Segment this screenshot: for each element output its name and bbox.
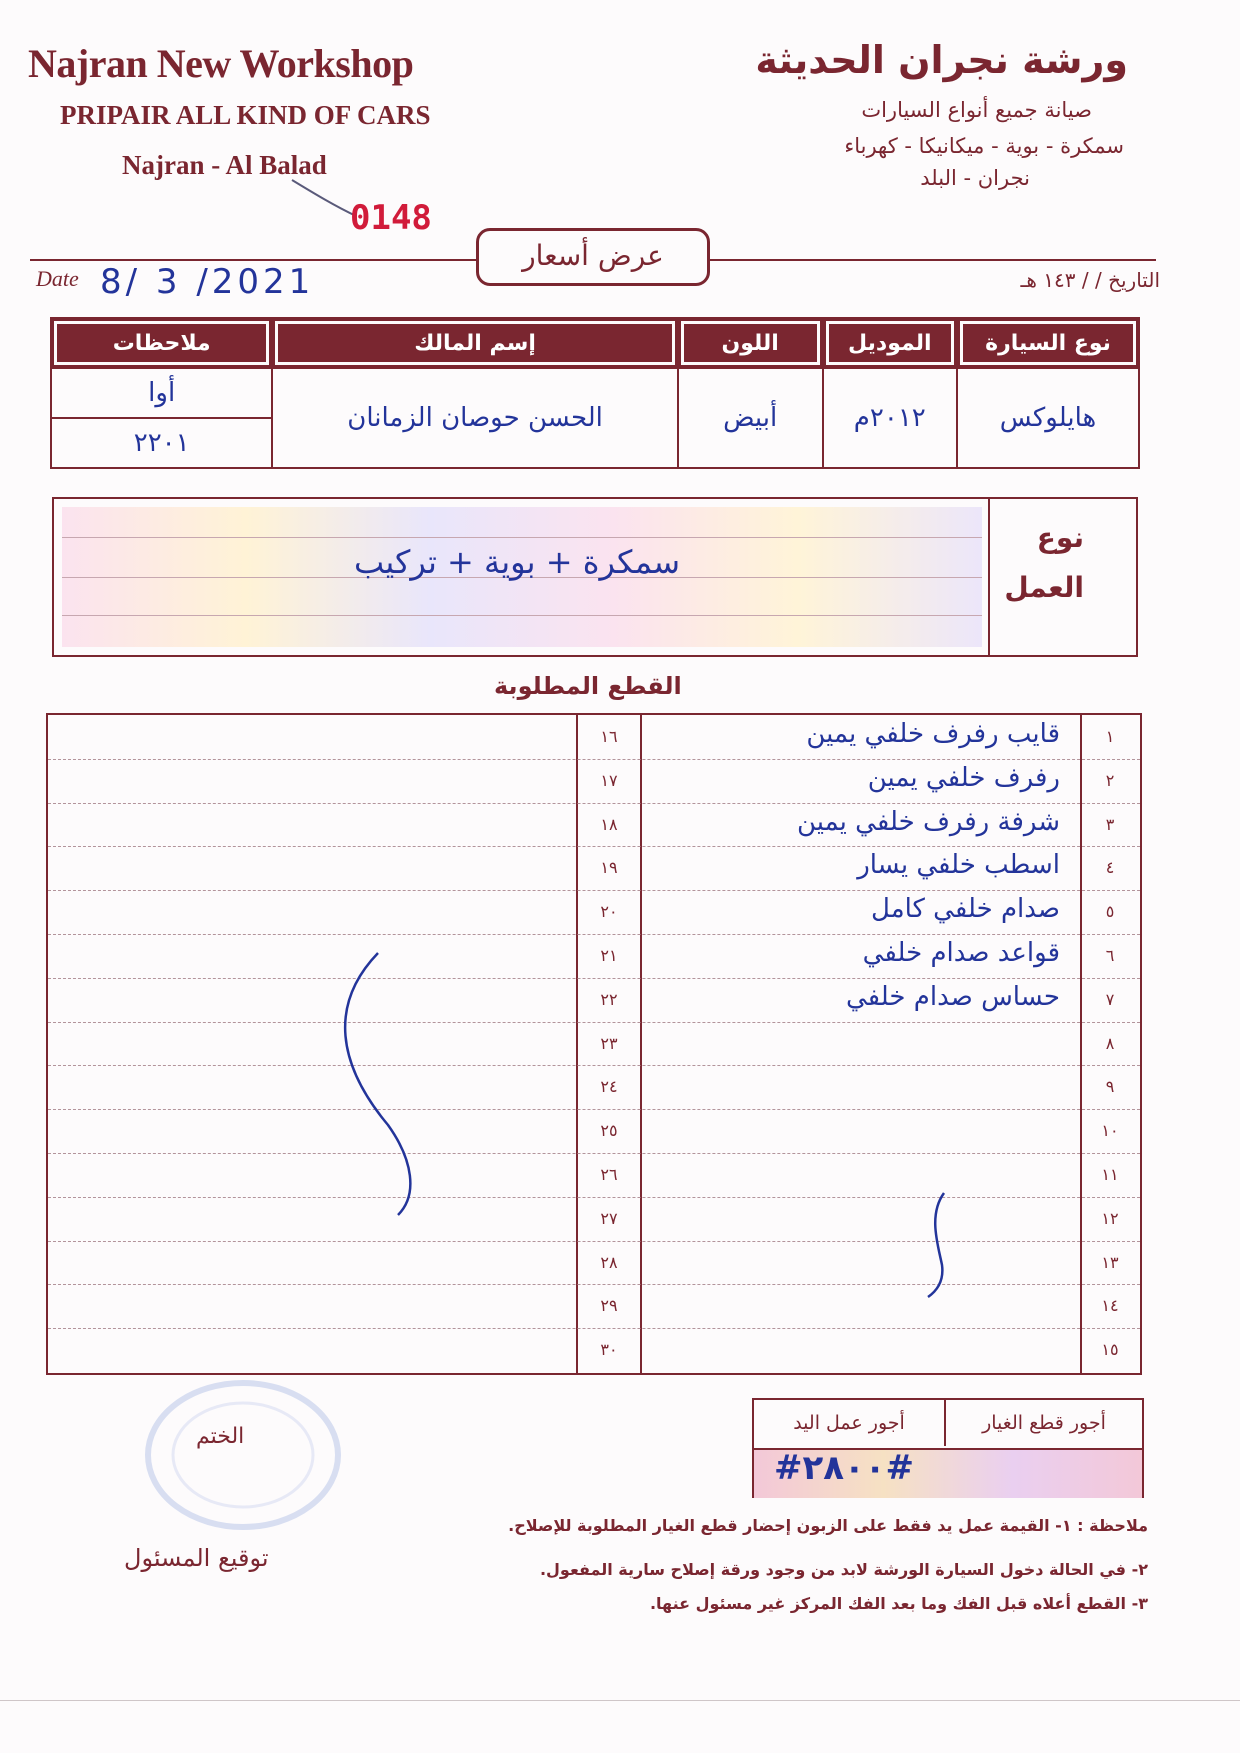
document-type-badge: عرض أسعار (476, 228, 710, 286)
workshop-location-ar: نجران - البلد (920, 166, 1030, 190)
parts-row-number: ١١ (1101, 1165, 1119, 1184)
parts-row-number: ٢ (1105, 770, 1115, 790)
workshop-tagline-ar: صيانة جميع أنواع السيارات (861, 98, 1092, 122)
workshop-name-ar: ورشة نجران الحديثة (755, 38, 1128, 82)
parts-row-number: ٢٢ (600, 989, 618, 1009)
part-item: رفرف خلفي يمين (867, 762, 1060, 793)
info-values-row (51, 368, 1139, 418)
parts-row-line (48, 1022, 1140, 1024)
workshop-services-ar: سمكرة - بوية - ميكانيكا - كهرباء (844, 134, 1124, 158)
vehicle-info-table (50, 317, 1140, 469)
workshop-tagline-en: PRIPAIR ALL KIND OF CARS (60, 100, 431, 130)
parts-row-line (48, 1328, 1140, 1330)
work-type-value: سمكرة + بوية + تركيب (354, 543, 681, 581)
parts-row-line (48, 1197, 1140, 1199)
parts-title: القطع المطلوبة (494, 672, 682, 700)
parts-row-line (48, 1153, 1140, 1155)
parts-row-number: ٢٥ (600, 1121, 618, 1141)
parts-row-number: ٤ (1105, 858, 1115, 878)
parts-row-number: ١٥ (1101, 1340, 1119, 1360)
parts-row-line (48, 803, 1140, 805)
parts-row-line (48, 759, 1140, 761)
parts-row-number: ٦ (1105, 946, 1115, 965)
parts-row-line (48, 934, 1140, 936)
model-value: ٢٠١٢م (823, 368, 957, 468)
notes-value: أوا (51, 368, 272, 418)
parts-row-line (48, 1109, 1140, 1111)
serial-number: 0148 (350, 198, 432, 238)
fees-box (752, 1398, 1144, 1498)
parts-row-number: ١٤ (1101, 1296, 1119, 1316)
work-line (62, 537, 982, 538)
footer-note-2: ٢- في الحالة دخول السيارة الورشة لابد من وجود ورقة إصلاح سارية المفعول. (539, 1560, 1148, 1579)
parts-row-number: ٢٦ (600, 1165, 618, 1184)
parts-row-number: ٢٠ (600, 902, 618, 922)
parts-col-divider (640, 715, 642, 1373)
work-type-label-2: العمل (1004, 571, 1084, 604)
parts-row-number: ٢٧ (600, 1208, 618, 1228)
info-header-row (51, 318, 1139, 368)
header-owner-name: إسم المالك (272, 318, 677, 368)
page-bottom-rule (0, 1700, 1240, 1701)
parts-row-line (48, 890, 1140, 892)
parts-row-number: ٢٣ (600, 1033, 618, 1053)
parts-row-number: ١٧ (600, 770, 618, 790)
parts-row-line (48, 1241, 1140, 1243)
workshop-name-en: Najran New Workshop (28, 41, 414, 86)
part-item: شرفة رفرف خلفي يمين (797, 806, 1060, 837)
part-item: حساس صدام خلفي (845, 981, 1060, 1012)
part-item: صدام خلفي كامل (871, 894, 1060, 925)
header-car-type: نوع السيارة (957, 318, 1139, 368)
parts-row-number: ١٩ (600, 858, 618, 878)
workshop-location-en: Najran - Al Balad (122, 150, 327, 180)
work-type-box (52, 497, 1138, 657)
parts-row-number: ٧ (1105, 989, 1115, 1009)
parts-row-number: ٣٠ (600, 1340, 618, 1360)
strike-through-mark (318, 945, 438, 1225)
parts-row-number: ١٠ (1101, 1121, 1119, 1141)
parts-row-number: ٨ (1105, 1033, 1115, 1053)
parts-row-number: ٢٩ (600, 1296, 618, 1316)
parts-fee-label: أجور قطع الغيار (944, 1400, 1142, 1446)
owner-name-value: الحسن حوصان الزمانان (272, 368, 677, 468)
header-color: اللون (678, 318, 823, 368)
parts-row-number: ٩ (1105, 1077, 1115, 1097)
footer-note-3: ٣- القطع أعلاه قبل الفك وما بعد الفك المركز غير مسئول عنها. (649, 1594, 1148, 1613)
labor-fee-label: أجور عمل اليد (793, 1412, 905, 1434)
parts-row-line (48, 1284, 1140, 1286)
parts-row-number: ٥ (1105, 902, 1115, 922)
color-value: أبيض (678, 368, 823, 468)
header-notes: ملاحظات (51, 318, 272, 368)
parts-row-line (48, 1065, 1140, 1067)
parts-table (46, 713, 1142, 1375)
part-item: اسطب خلفي يسار (857, 850, 1060, 881)
parts-row-number: ١٣ (1101, 1252, 1119, 1272)
work-type-separator (988, 499, 990, 655)
notes-value-2: ٢٢٠١ (51, 418, 272, 468)
parts-row-number: ٣ (1105, 814, 1115, 834)
date-value: 8/ 3 /2021 (100, 262, 315, 302)
footer-note-1: ملاحظة : ١- القيمة عمل يد فقط على الزبون إحضار قطع الغيار المطلوبة للإصلاح. (508, 1516, 1148, 1535)
part-item: قواعد صدام خلفي (862, 938, 1060, 968)
signature-label: توقيع المسئول (124, 1544, 269, 1572)
header-model: الموديل (823, 318, 957, 368)
parts-row-number: ١٨ (600, 814, 618, 834)
date-label: Date (36, 266, 79, 291)
work-type-label: نوع (1036, 521, 1084, 554)
strike-through-mark (908, 1185, 968, 1305)
hijri-date-field: التاريخ / / ١٤٣ هـ (1020, 268, 1160, 292)
parts-row-number: ٢٨ (600, 1252, 618, 1272)
parts-row-number: ١٢ (1101, 1208, 1119, 1228)
parts-row-number: ١ (1105, 727, 1115, 746)
car-type-value: هايلوكس (957, 368, 1139, 468)
parts-row-line (48, 846, 1140, 848)
parts-row-number: ٢١ (600, 946, 618, 965)
faded-stamp-icon (128, 1370, 358, 1540)
parts-row-number: ٢٤ (600, 1077, 618, 1097)
parts-row-number: ١٦ (600, 727, 618, 746)
labor-fee-value: #٢٨٠٠# (774, 1448, 915, 1488)
part-item: قايب رفرف خلفي يمين (806, 719, 1060, 749)
stamp-label: الختم (196, 1424, 245, 1449)
parts-row-line (48, 978, 1140, 980)
work-line (62, 615, 982, 616)
